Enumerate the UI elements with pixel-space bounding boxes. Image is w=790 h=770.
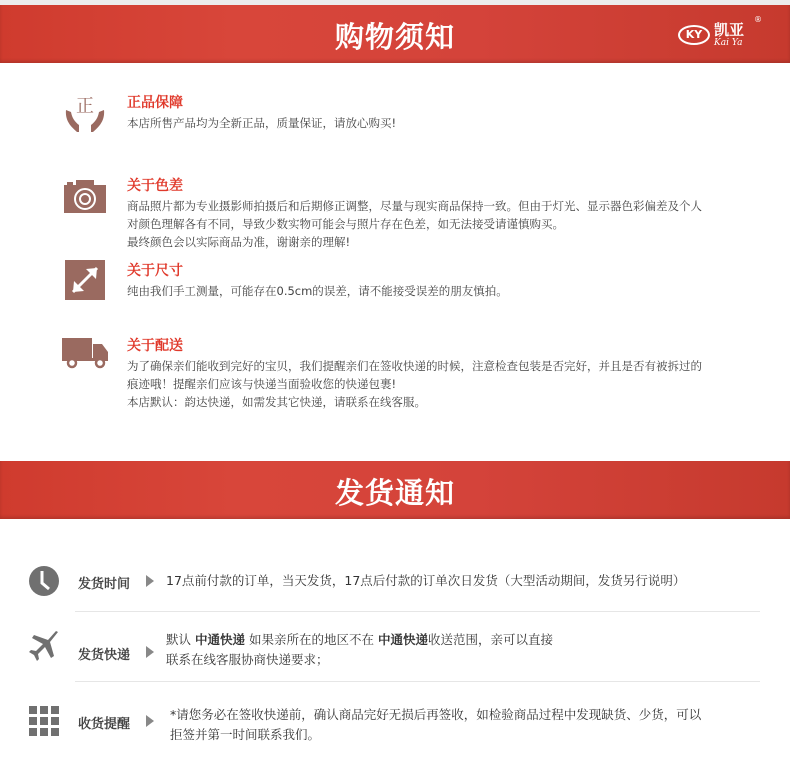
shipping-notice-banner bbox=[0, 461, 790, 519]
banner-title: 发货通知 bbox=[334, 476, 455, 510]
banner-title: 购物须知 bbox=[334, 20, 455, 54]
notice-body: 纯由我们手工测量，可能存在0.5cm的误差，请不能接受误差的朋友慎拍。 bbox=[127, 284, 508, 298]
notice-title: 关于色差 bbox=[127, 178, 183, 194]
genuine-hands-icon bbox=[62, 92, 108, 138]
row-label: 收货提醒 bbox=[78, 717, 131, 732]
resize-arrow-icon bbox=[62, 260, 108, 306]
airplane-icon bbox=[28, 630, 60, 662]
notice-title: 关于配送 bbox=[127, 338, 183, 354]
row-label: 发货时间 bbox=[78, 577, 131, 592]
notice-body: 商品照片都为专业摄影师拍摄后和后期修正调整，尽量与现实商品保持一致。但由于灯光、显示器色彩偏差及个人 对颜色理解各有不同，导致少数实物可能会与照片存在色差，如无法接受请谨慎购买。 最终颜色会以实际商品为准，谢谢亲的理解! bbox=[127, 199, 702, 249]
arrow-right-icon bbox=[146, 646, 154, 658]
divider bbox=[75, 681, 760, 682]
row-text: 17点前付款的订单，当天发货，17点后付款的订单次日发货（大型活动期间，发货另行说明） bbox=[166, 573, 686, 588]
svg-text:正: 正 bbox=[76, 96, 94, 117]
camera-icon bbox=[62, 175, 108, 221]
grid-icon bbox=[28, 705, 60, 737]
shopping-notice-banner bbox=[0, 5, 790, 63]
row-label: 发货快递 bbox=[78, 648, 131, 663]
notice-title: 关于尺寸 bbox=[127, 263, 183, 279]
notice-title: 正品保障 bbox=[127, 95, 183, 111]
clock-icon bbox=[28, 565, 60, 597]
row-text: *请您务必在签收快递前，确认商品完好无损后再签收，如检验商品过程中发现缺货、少货，可以 拒签并第一时间联系我们。 bbox=[170, 707, 702, 742]
truck-icon bbox=[62, 335, 108, 381]
divider bbox=[75, 611, 760, 612]
arrow-right-icon bbox=[146, 575, 154, 587]
notice-body: 本店所售产品均为全新正品，质量保证，请放心购买! bbox=[127, 116, 397, 130]
notice-body: 为了确保亲们能收到完好的宝贝，我们提醒亲们在签收快递的时候，注意检查包装是否完好，并且是否有被拆过的 痕迹哦！提醒亲们应该与快递当面验收您的快递包裹! 本店默认：韵达快递，如需发其它快递，请联系在线客服。 bbox=[127, 359, 702, 409]
brand-logo: KY 凯亚 Kai Ya ® bbox=[678, 19, 762, 53]
row-text: 默认 中通快递 如果亲所在的地区不在 中通快递收送范围，亲可以直接 联系在线客服协商快递要求； bbox=[166, 632, 553, 667]
arrow-right-icon bbox=[146, 715, 154, 727]
